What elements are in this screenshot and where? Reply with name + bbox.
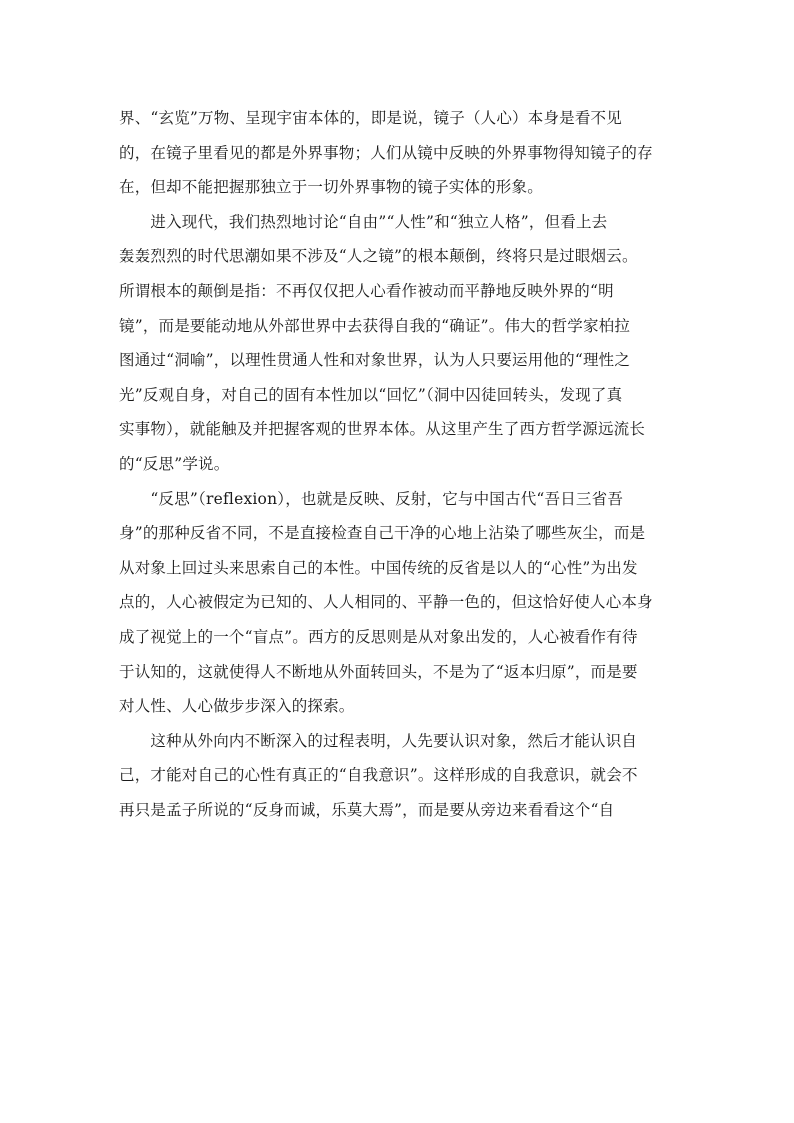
- text-line: 镜”，而是要能动地从外部世界中去获得自我的“确证”。伟大的哲学家柏拉: [119, 316, 631, 335]
- text-line: 身”的那种反省不同，不是直接检查自己干净的心地上沾染了哪些灰尘，而是: [119, 524, 646, 543]
- text-line: 这种从外向内不断深入的过程表明，人先要认识对象，然后才能认识自: [119, 731, 638, 750]
- text-line: 所谓根本的颠倒是指：不再仅仅把人心看作被动而平静地反映外界的“明: [119, 281, 614, 300]
- text-line: 对人性、人心做步步深入的探索。: [119, 697, 355, 716]
- text-line: 图通过“洞喻”，以理性贯通人性和对象世界，认为人只要运用他的“理性之: [119, 351, 631, 370]
- text-line: 轰轰烈烈的时代思潮如果不涉及“人之镜”的根本颠倒，终将只是过眼烟云。: [119, 247, 638, 266]
- text-line: 己，才能对自己的心性有真正的“自我意识”。这样形成的自我意识，就会不: [119, 766, 638, 785]
- text-line: 的，在镜子里看见的都是外界事物；人们从镜中反映的外界事物得知镜子的存: [119, 143, 653, 162]
- document-body: [119, 101, 675, 827]
- text-line: 实事物），就能触及并把握客观的世界本体。从这里产生了西方哲学源远流长: [119, 420, 646, 439]
- text-line: 在，但却不能把握那独立于一切外界事物的镜子实体的形象。: [119, 178, 543, 197]
- text-line: 点的，人心被假定为已知的、人人相同的、平静一色的，但这恰好使人心本身: [119, 593, 653, 612]
- text-line: 成了视觉上的一个“盲点”。西方的反思则是从对象出发的，人心被看作有待: [119, 627, 638, 646]
- text-line: “反思”（reflexion），也就是反映、反射，它与中国古代“吾日三省吾: [119, 489, 624, 508]
- text-line: 再只是孟子所说的“反身而诚，乐莫大焉”，而是要从旁边来看看这个“自: [119, 800, 615, 819]
- text-line: 进入现代，我们热烈地讨论“自由”“人性”和“独立人格”，但看上去: [119, 212, 608, 231]
- text-line: 光”反观自身，对自己的固有本性加以“回忆”（洞中囚徒回转头，发现了真: [119, 385, 623, 404]
- text-line: 从对象上回过头来思索自己的本性。中国传统的反省是以人的“心性”为出发: [119, 558, 638, 577]
- text-line: 的“反思”学说。: [119, 454, 230, 473]
- text-line: 界、“玄览”万物、呈现宇宙本体的，即是说，镜子（人心）本身是看不见: [119, 109, 622, 127]
- text-line: 于认知的，这就使得人不断地从外面转回头，不是为了“返本归原”，而是要: [119, 662, 638, 681]
